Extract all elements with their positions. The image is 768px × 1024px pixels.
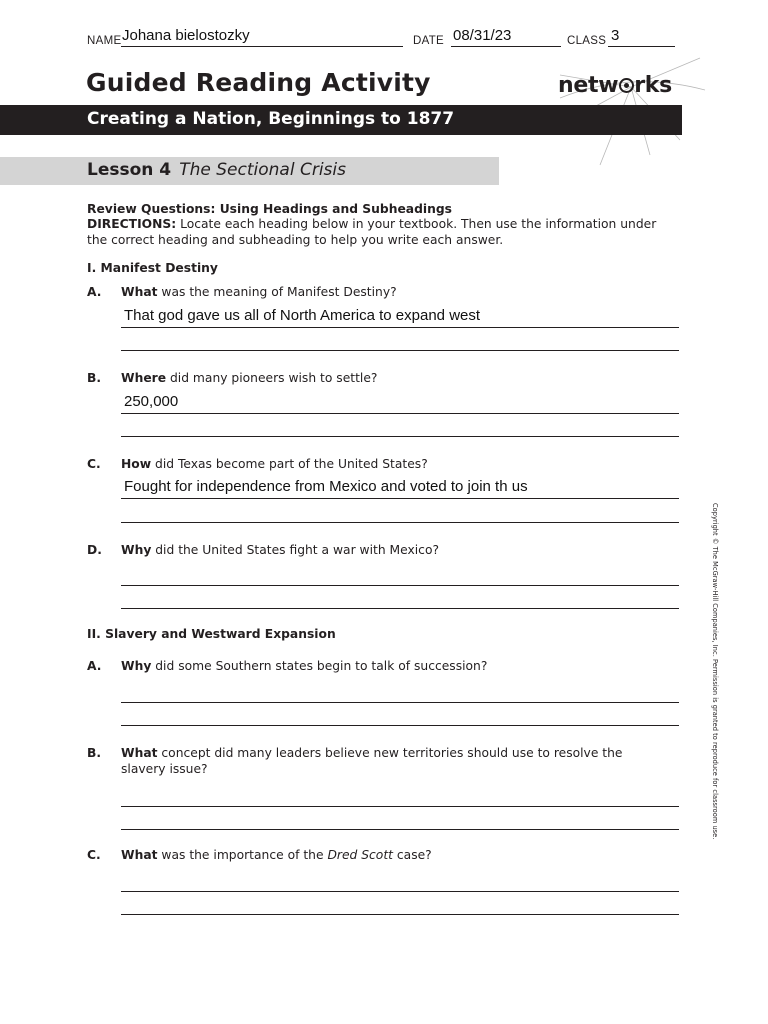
- answer-line[interactable]: [121, 702, 679, 703]
- question-rest: was the importance of the: [157, 848, 328, 862]
- question-rest: did some Southern states begin to talk of succession?: [151, 659, 488, 673]
- answer-line[interactable]: [121, 327, 679, 328]
- question-text: [121, 848, 432, 864]
- directions-text-2: the correct heading and subheading to help you write each answer.: [87, 233, 504, 247]
- question-rest: did many pioneers wish to settle?: [166, 371, 378, 385]
- question-text: [121, 543, 439, 559]
- answer-line[interactable]: [121, 806, 679, 807]
- directions-label: DIRECTIONS:: [87, 217, 177, 231]
- question-text-continued: slavery issue?: [121, 762, 208, 776]
- question-letter: D.: [87, 543, 102, 557]
- question-text: [121, 659, 487, 675]
- page-title: Guided Reading Activity: [86, 68, 431, 97]
- copyright-notice: Copyright © The McGraw-Hill Companies, Inc. Permission is granted to reproduce for classroom use.: [711, 503, 719, 840]
- logo-text-end: rks: [634, 73, 672, 98]
- answer-line[interactable]: [121, 725, 679, 726]
- subtitle: Creating a Nation, Beginnings to 1877: [87, 109, 455, 129]
- question-keyword: Why: [121, 659, 152, 673]
- answer-text[interactable]: Fought for independence from Mexico and voted to join th us: [124, 478, 528, 495]
- question-keyword: What: [121, 746, 158, 760]
- question-rest: concept did many leaders believe new territories should use to resolve the: [157, 746, 623, 760]
- name-line: [121, 46, 403, 47]
- networks-logo: [558, 73, 672, 98]
- question-keyword: What: [121, 848, 158, 862]
- directions: [87, 217, 656, 233]
- question-text: [121, 746, 623, 762]
- answer-line[interactable]: [121, 829, 679, 830]
- question-letter: A.: [87, 659, 102, 673]
- date-field[interactable]: 08/31/23: [453, 27, 512, 44]
- lesson-number: Lesson 4: [87, 160, 172, 180]
- question-rest: did the United States fight a war with Mexico?: [151, 543, 439, 557]
- name-field[interactable]: Johana bielostozky: [122, 27, 250, 44]
- directions-text-1: Locate each heading below in your textbook. Then use the information under: [176, 217, 657, 231]
- name-label: NAME: [87, 35, 122, 47]
- section-heading-2: II. Slavery and Westward Expansion: [87, 627, 336, 641]
- question-rest: was the meaning of Manifest Destiny?: [157, 285, 397, 299]
- date-label: DATE: [413, 35, 445, 47]
- answer-text[interactable]: That god gave us all of North America to expand west: [124, 307, 481, 324]
- question-rest: did Texas become part of the United States?: [151, 457, 428, 471]
- question-letter: A.: [87, 285, 102, 299]
- answer-line[interactable]: [121, 585, 679, 586]
- question-letter: B.: [87, 746, 102, 760]
- answer-line[interactable]: [121, 522, 679, 523]
- review-heading: Review Questions: Using Headings and Subheadings: [87, 202, 452, 216]
- question-text: [121, 371, 377, 387]
- question-keyword: Where: [121, 371, 167, 385]
- question-rest-end: case?: [392, 848, 432, 862]
- answer-line[interactable]: [121, 608, 679, 609]
- answer-line[interactable]: [121, 413, 679, 414]
- question-letter: C.: [87, 848, 101, 862]
- question-keyword: How: [121, 457, 152, 471]
- question-keyword: Why: [121, 543, 152, 557]
- answer-line[interactable]: [121, 498, 679, 499]
- answer-line[interactable]: [121, 891, 679, 892]
- question-letter: B.: [87, 371, 102, 385]
- answer-text[interactable]: 250,000: [124, 393, 179, 410]
- question-keyword: What: [121, 285, 158, 299]
- lesson-title: The Sectional Crisis: [179, 160, 346, 180]
- logo-o-icon: [619, 78, 634, 93]
- section-heading-1: I. Manifest Destiny: [87, 261, 218, 275]
- answer-line[interactable]: [121, 436, 679, 437]
- question-letter: C.: [87, 457, 101, 471]
- class-label: CLASS: [567, 35, 607, 47]
- answer-line[interactable]: [121, 350, 679, 351]
- question-text: [121, 285, 397, 301]
- question-italic: Dred Scott: [327, 848, 393, 862]
- lesson-heading: [87, 160, 346, 180]
- class-field[interactable]: 3: [611, 27, 620, 44]
- answer-line[interactable]: [121, 914, 679, 915]
- question-text: [121, 457, 428, 473]
- logo-text-start: netw: [558, 73, 619, 98]
